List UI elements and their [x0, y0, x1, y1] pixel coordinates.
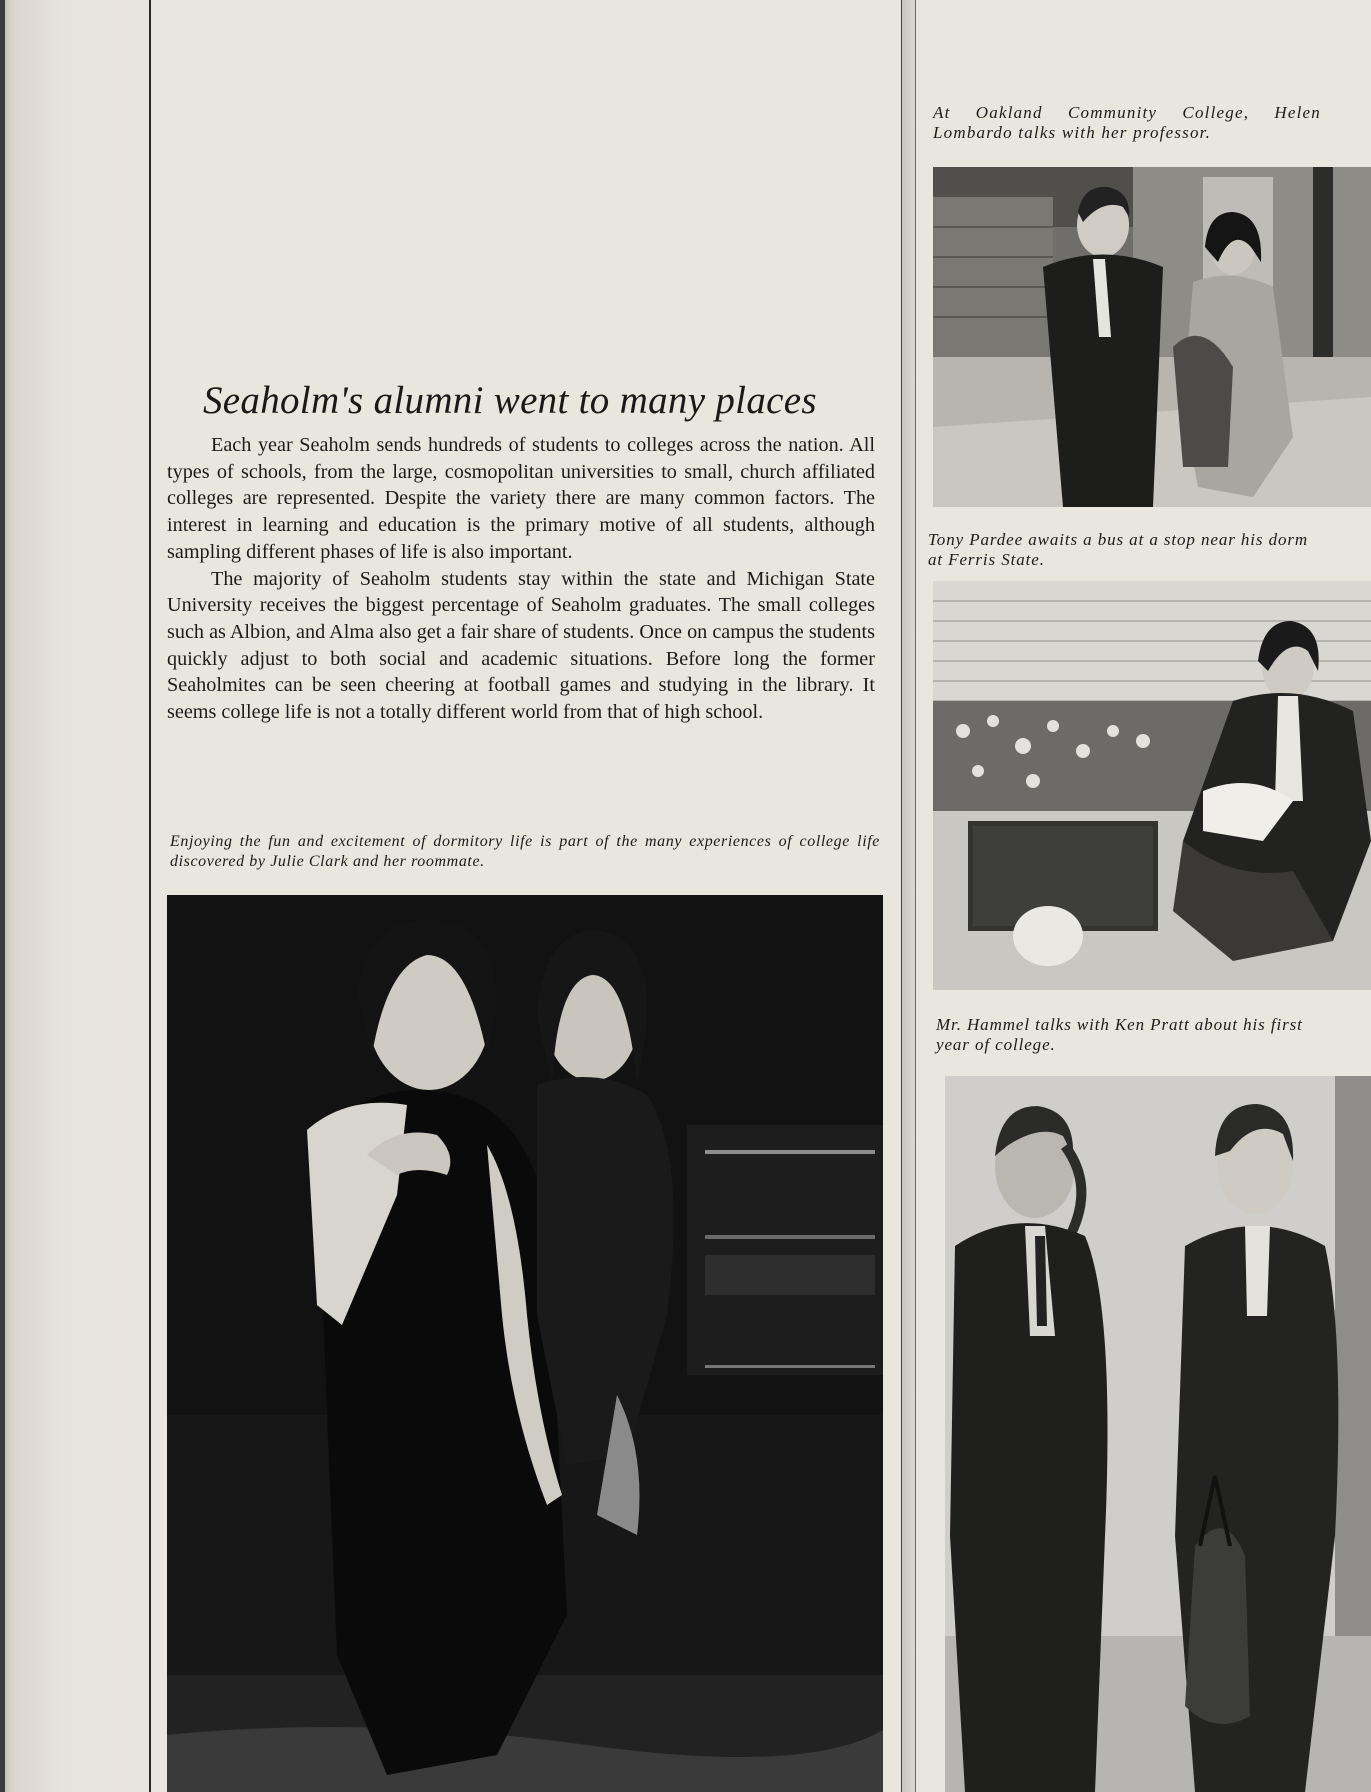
article-paragraph-2: The majority of Seaholm students stay within the state and Michigan State University receives the biggest percentage of Seaholm graduates. The small colleges such as Albion, and Alma also get a fair share of students. Once on campus the students quickly adjust to both social and academic situations. Before long the former Seaholmites can be seen cheering at football games and studying in the library. It seems college life is not a totally different world from that of high school.	[167, 567, 875, 724]
hammel-pratt-photo	[945, 1076, 1371, 1792]
ferris-state-photo	[933, 581, 1371, 990]
center-rule-2	[915, 0, 916, 1792]
page-heading: Seaholm's alumni went to many places	[203, 379, 817, 422]
dormitory-photo	[167, 895, 883, 1792]
hammel-photo-caption: Mr. Hammel talks with Ken Pratt about his first year of college.	[936, 1015, 1303, 1054]
binding-spine	[0, 0, 5, 1792]
article-body	[167, 432, 875, 726]
oakland-college-photo	[933, 167, 1371, 507]
page-binding-edge	[0, 0, 150, 1792]
center-rule	[901, 0, 902, 1792]
main-photo-caption: Enjoying the fun and excitement of dormitory life is part of the many experiences of college life discovered by Julie Clark and her roommate.	[170, 833, 880, 870]
oakland-photo-caption: At Oakland Community College, Helen Lombardo talks with her professor.	[933, 103, 1321, 142]
article-paragraph-1: Each year Seaholm sends hundreds of students to colleges across the nation. All types of schools, from the large, cosmopolitan universities to small, church affiliated colleges are represented. Despite the variety there are many common factors. The interest in learning and education is the primary motive of all students, although sampling different phases of life is also important.	[167, 434, 875, 563]
ferris-photo-caption: Tony Pardee awaits a bus at a stop near his dorm at Ferris State.	[928, 530, 1309, 569]
left-column-rule	[149, 0, 151, 1792]
page-fold	[902, 0, 915, 1792]
